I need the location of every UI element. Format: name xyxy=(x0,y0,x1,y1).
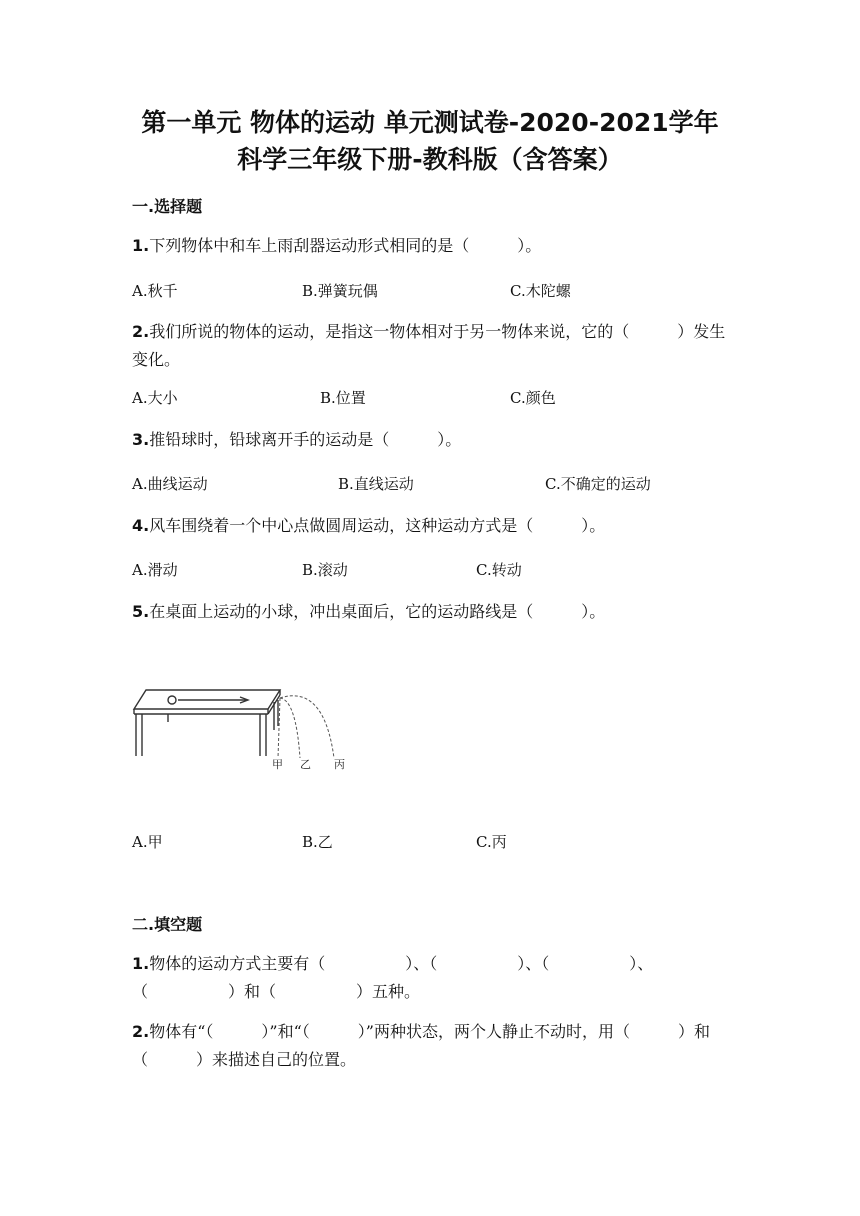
q1-option-a: A.秋千 xyxy=(132,282,178,300)
ball xyxy=(168,696,176,704)
q4-option-a: A.滑动 xyxy=(132,561,178,579)
question-text: 风车围绕着一个中心点做圆周运动，这种运动方式是（ ）。 xyxy=(149,516,606,535)
q3-option-b: B.直线运动 xyxy=(338,475,414,493)
q2-option-a: A.大小 xyxy=(132,389,178,407)
q1-option-b: B.弹簧玩偶 xyxy=(302,282,378,300)
question-text: 下列物体中和车上雨刮器运动形式相同的是（ ）。 xyxy=(149,236,542,255)
table-trajectory-figure xyxy=(128,676,368,776)
question-number: 1. xyxy=(132,236,150,255)
question-3 xyxy=(132,426,732,454)
label-bing: 丙 xyxy=(334,758,345,771)
title-line-1: 第一单元 物体的运动 单元测试卷-2020-2021学年 xyxy=(141,108,719,137)
q4-option-c: C.转动 xyxy=(476,561,522,579)
trajectory-yi xyxy=(280,698,300,758)
q5-option-a: A.甲 xyxy=(132,833,163,851)
question-2 xyxy=(132,318,732,374)
label-jia: 甲 xyxy=(272,758,283,771)
q4-option-b: B.滚动 xyxy=(302,561,348,579)
question-text: 物体的运动方式主要有（ ）、（ ）、（ ）、（ ）和（ ）五种。 xyxy=(132,954,654,1001)
fill-question-2 xyxy=(132,1018,732,1074)
question-number: 3. xyxy=(132,430,150,449)
document-title xyxy=(0,104,860,178)
question-number: 2. xyxy=(132,322,150,341)
question-text: 物体有“（ ）”和“（ ）”两种状态，两个人静止不动时，用（ ）和（ ）来描述自己的位置。 xyxy=(132,1022,710,1069)
fill-question-1 xyxy=(132,950,732,1006)
q3-option-a: A.曲线运动 xyxy=(132,475,208,493)
question-number: 4. xyxy=(132,516,150,535)
section-heading-fill: 二.填空题 xyxy=(132,915,203,934)
q3-option-c: C.不确定的运动 xyxy=(545,475,651,493)
section-heading-choice: 一.选择题 xyxy=(132,197,203,216)
question-4 xyxy=(132,512,732,540)
question-text: 推铅球时，铅球离开手的运动是（ ）。 xyxy=(149,430,462,449)
q5-option-c: C.丙 xyxy=(476,833,507,851)
question-text: 在桌面上运动的小球，冲出桌面后，它的运动路线是（ ）。 xyxy=(149,602,606,621)
question-number: 5. xyxy=(132,602,150,621)
trajectory-bing xyxy=(280,696,334,758)
q5-option-b: B.乙 xyxy=(302,833,333,851)
question-text: 我们所说的物体的运动，是指这一物体相对于另一物体来说，它的（ ）发生变化。 xyxy=(132,322,726,369)
q2-option-c: C.颜色 xyxy=(510,389,556,407)
q2-option-b: B.位置 xyxy=(320,389,366,407)
question-5 xyxy=(132,598,732,626)
question-1 xyxy=(132,232,732,260)
q1-option-c: C.木陀螺 xyxy=(510,282,571,300)
question-number: 1. xyxy=(132,954,150,973)
question-number: 2. xyxy=(132,1022,150,1041)
title-line-2: 科学三年级下册-教科版（含答案） xyxy=(237,145,623,174)
label-yi: 乙 xyxy=(300,758,311,771)
